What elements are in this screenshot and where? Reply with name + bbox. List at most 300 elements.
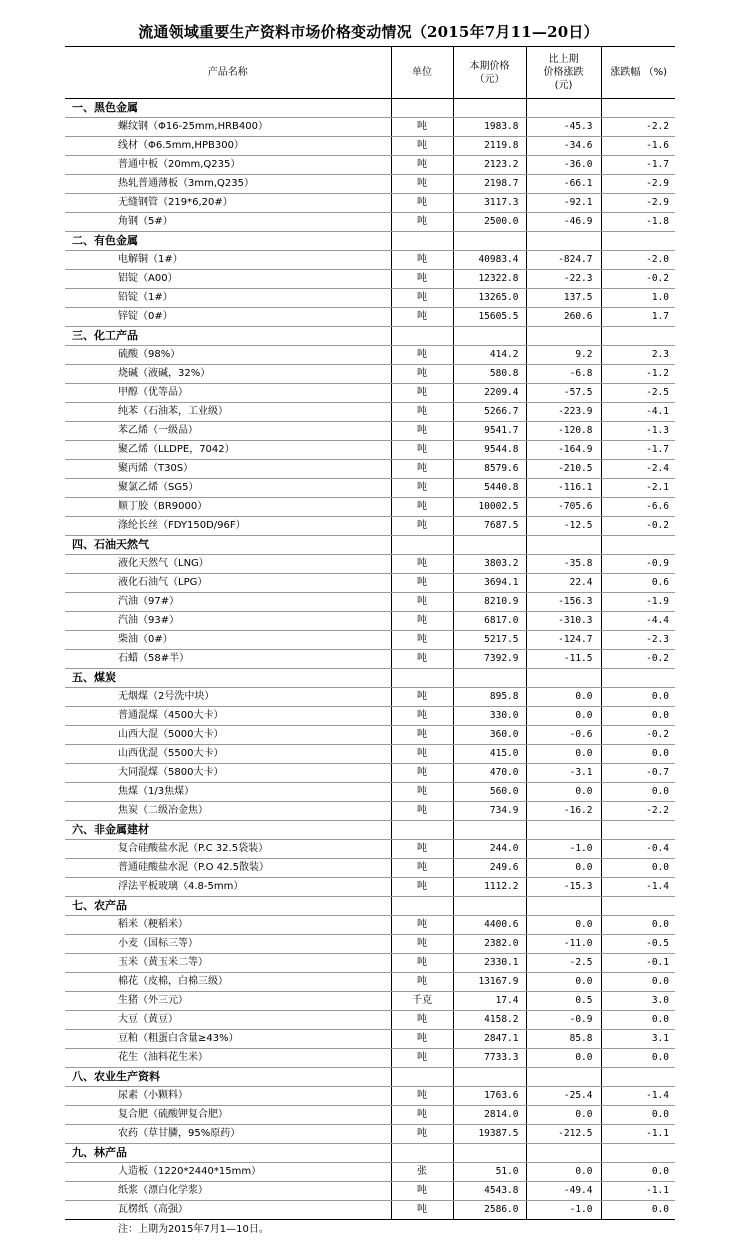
empty-cell xyxy=(391,232,453,251)
pct-cell: 3.1 xyxy=(601,1030,675,1049)
empty-cell xyxy=(601,821,675,840)
price-cell: 8579.6 xyxy=(453,460,526,479)
empty-cell xyxy=(391,1068,453,1087)
change-cell: -36.0 xyxy=(526,156,601,175)
product-name: 玉米（黄玉米二等） xyxy=(65,954,391,973)
pct-cell: -2.9 xyxy=(601,194,675,213)
product-name: 小麦（国标三等） xyxy=(65,935,391,954)
pct-cell: -2.4 xyxy=(601,460,675,479)
pct-cell: -1.4 xyxy=(601,878,675,897)
pct-cell: -0.4 xyxy=(601,840,675,859)
change-cell: 9.2 xyxy=(526,346,601,365)
change-cell: 0.0 xyxy=(526,688,601,707)
unit-cell: 吨 xyxy=(391,650,453,669)
empty-cell xyxy=(601,327,675,346)
table-row xyxy=(65,1011,675,1030)
unit-cell: 吨 xyxy=(391,745,453,764)
empty-cell xyxy=(391,821,453,840)
table-row xyxy=(65,1087,675,1106)
price-cell: 13265.0 xyxy=(453,289,526,308)
price-cell: 13167.9 xyxy=(453,973,526,992)
unit-cell: 吨 xyxy=(391,764,453,783)
price-cell: 4400.6 xyxy=(453,916,526,935)
empty-cell xyxy=(601,99,675,118)
unit-cell: 吨 xyxy=(391,517,453,536)
product-name: 纸浆（漂白化学浆） xyxy=(65,1182,391,1201)
price-cell: 3117.3 xyxy=(453,194,526,213)
price-cell: 360.0 xyxy=(453,726,526,745)
pct-cell: 0.0 xyxy=(601,707,675,726)
price-cell: 2814.0 xyxy=(453,1106,526,1125)
table-row xyxy=(65,1182,675,1201)
unit-cell: 吨 xyxy=(391,555,453,574)
unit-cell: 吨 xyxy=(391,859,453,878)
table-row xyxy=(65,612,675,631)
empty-cell xyxy=(391,99,453,118)
change-cell: -12.5 xyxy=(526,517,601,536)
category-name: 五、煤炭 xyxy=(65,669,391,688)
unit-cell: 吨 xyxy=(391,479,453,498)
unit-cell: 吨 xyxy=(391,365,453,384)
table-row xyxy=(65,726,675,745)
product-name: 铝锭（A00） xyxy=(65,270,391,289)
price-cell: 249.6 xyxy=(453,859,526,878)
table-row xyxy=(65,574,675,593)
product-name: 稻米（粳稻米） xyxy=(65,916,391,935)
header-change-line2: 价格涨跌 xyxy=(543,67,584,78)
table-row xyxy=(65,422,675,441)
product-name: 豆粕（粗蛋白含量≥43%） xyxy=(65,1030,391,1049)
table-row xyxy=(65,460,675,479)
product-name: 大豆（黄豆） xyxy=(65,1011,391,1030)
category-name: 一、黑色金属 xyxy=(65,99,391,118)
unit-cell: 吨 xyxy=(391,251,453,270)
table-row xyxy=(65,764,675,783)
category-row xyxy=(65,1068,675,1087)
pct-cell: -1.6 xyxy=(601,137,675,156)
change-cell: -22.3 xyxy=(526,270,601,289)
price-cell: 17.4 xyxy=(453,992,526,1011)
pct-cell: -0.9 xyxy=(601,555,675,574)
table-row xyxy=(65,1201,675,1220)
change-cell: -15.3 xyxy=(526,878,601,897)
unit-cell: 吨 xyxy=(391,403,453,422)
product-name: 山西大混（5000大卡） xyxy=(65,726,391,745)
pct-cell: -1.9 xyxy=(601,593,675,612)
table-row xyxy=(65,840,675,859)
unit-cell: 吨 xyxy=(391,1049,453,1068)
pct-cell: 0.0 xyxy=(601,1106,675,1125)
product-name: 液化天然气（LNG） xyxy=(65,555,391,574)
price-cell: 895.8 xyxy=(453,688,526,707)
product-name: 涤纶长丝（FDY150D/96F） xyxy=(65,517,391,536)
change-cell: 0.0 xyxy=(526,916,601,935)
table-row xyxy=(65,1049,675,1068)
change-cell: -11.0 xyxy=(526,935,601,954)
unit-cell: 吨 xyxy=(391,631,453,650)
price-cell: 415.0 xyxy=(453,745,526,764)
product-name: 聚乙烯（LLDPE，7042） xyxy=(65,441,391,460)
price-cell: 2586.0 xyxy=(453,1201,526,1220)
change-cell: -705.6 xyxy=(526,498,601,517)
table-row xyxy=(65,194,675,213)
table-row xyxy=(65,365,675,384)
unit-cell: 千克 xyxy=(391,992,453,1011)
empty-cell xyxy=(526,1068,601,1087)
table-row xyxy=(65,441,675,460)
price-cell: 9544.8 xyxy=(453,441,526,460)
empty-cell xyxy=(453,99,526,118)
price-cell: 51.0 xyxy=(453,1163,526,1182)
empty-cell xyxy=(391,536,453,555)
empty-cell xyxy=(453,1144,526,1163)
price-cell: 6817.0 xyxy=(453,612,526,631)
change-cell: 0.0 xyxy=(526,1049,601,1068)
price-cell: 7392.9 xyxy=(453,650,526,669)
pct-cell: -0.2 xyxy=(601,517,675,536)
price-cell: 7733.3 xyxy=(453,1049,526,1068)
product-name: 顺丁胶（BR9000） xyxy=(65,498,391,517)
pct-cell: -2.0 xyxy=(601,251,675,270)
change-cell: 0.0 xyxy=(526,859,601,878)
unit-cell: 吨 xyxy=(391,137,453,156)
price-cell: 2123.2 xyxy=(453,156,526,175)
header-price-line2: （元） xyxy=(474,73,505,85)
product-name: 尿素（小颗料） xyxy=(65,1087,391,1106)
change-cell: 0.0 xyxy=(526,783,601,802)
unit-cell: 吨 xyxy=(391,460,453,479)
table-row xyxy=(65,1030,675,1049)
change-cell: 85.8 xyxy=(526,1030,601,1049)
price-cell: 244.0 xyxy=(453,840,526,859)
change-cell: -1.0 xyxy=(526,1201,601,1220)
pct-cell: -0.1 xyxy=(601,954,675,973)
change-cell: -310.3 xyxy=(526,612,601,631)
product-name: 大同混煤（5800大卡） xyxy=(65,764,391,783)
change-cell: -34.6 xyxy=(526,137,601,156)
product-name: 山西优混（5500大卡） xyxy=(65,745,391,764)
change-cell: -223.9 xyxy=(526,403,601,422)
price-cell: 10002.5 xyxy=(453,498,526,517)
table-row xyxy=(65,498,675,517)
empty-cell xyxy=(526,821,601,840)
footnote: 注：上期为2015年7月1—10日。 xyxy=(118,1224,269,1235)
unit-cell: 吨 xyxy=(391,1182,453,1201)
empty-cell xyxy=(526,327,601,346)
table-row xyxy=(65,156,675,175)
change-cell: -212.5 xyxy=(526,1125,601,1144)
price-cell: 330.0 xyxy=(453,707,526,726)
table-row xyxy=(65,251,675,270)
empty-cell xyxy=(526,99,601,118)
product-name: 无缝钢管（219*6,20#） xyxy=(65,194,391,213)
table-row xyxy=(65,650,675,669)
unit-cell: 吨 xyxy=(391,118,453,137)
category-row xyxy=(65,897,675,916)
pct-cell: -4.1 xyxy=(601,403,675,422)
product-name: 甲醇（优等品） xyxy=(65,384,391,403)
product-name: 汽油（93#） xyxy=(65,612,391,631)
product-name: 线材（Φ6.5mm,HPB300） xyxy=(65,137,391,156)
price-cell: 5440.8 xyxy=(453,479,526,498)
product-name: 聚氯乙烯（SG5） xyxy=(65,479,391,498)
pct-cell: -2.1 xyxy=(601,479,675,498)
unit-cell: 吨 xyxy=(391,802,453,821)
unit-cell: 吨 xyxy=(391,1125,453,1144)
product-name: 螺纹钢（Φ16-25mm,HRB400） xyxy=(65,118,391,137)
unit-cell: 吨 xyxy=(391,612,453,631)
unit-cell: 吨 xyxy=(391,593,453,612)
product-name: 生猪（外三元） xyxy=(65,992,391,1011)
product-name: 汽油（97#） xyxy=(65,593,391,612)
unit-cell: 吨 xyxy=(391,422,453,441)
change-cell: -66.1 xyxy=(526,175,601,194)
product-name: 铅锭（1#） xyxy=(65,289,391,308)
empty-cell xyxy=(601,232,675,251)
empty-cell xyxy=(391,669,453,688)
price-cell: 7687.5 xyxy=(453,517,526,536)
price-cell: 9541.7 xyxy=(453,422,526,441)
change-cell: -156.3 xyxy=(526,593,601,612)
product-name: 焦煤（1/3焦煤） xyxy=(65,783,391,802)
unit-cell: 吨 xyxy=(391,916,453,935)
pct-cell: 0.0 xyxy=(601,688,675,707)
change-cell: 0.0 xyxy=(526,745,601,764)
pct-cell: -2.5 xyxy=(601,384,675,403)
change-cell: -3.1 xyxy=(526,764,601,783)
category-row xyxy=(65,536,675,555)
table-row xyxy=(65,517,675,536)
table-row xyxy=(65,1163,675,1182)
price-cell: 3694.1 xyxy=(453,574,526,593)
unit-cell: 吨 xyxy=(391,213,453,232)
product-name: 普通混煤（4500大卡） xyxy=(65,707,391,726)
empty-cell xyxy=(453,1068,526,1087)
pct-cell: -6.6 xyxy=(601,498,675,517)
change-cell: -46.9 xyxy=(526,213,601,232)
empty-cell xyxy=(391,897,453,916)
empty-cell xyxy=(601,897,675,916)
change-cell: 137.5 xyxy=(526,289,601,308)
category-name: 七、农产品 xyxy=(65,897,391,916)
price-cell: 2382.0 xyxy=(453,935,526,954)
table-row xyxy=(65,384,675,403)
change-cell: -49.4 xyxy=(526,1182,601,1201)
pct-cell: -0.2 xyxy=(601,270,675,289)
empty-cell xyxy=(526,1144,601,1163)
price-cell: 1112.2 xyxy=(453,878,526,897)
table-row xyxy=(65,479,675,498)
unit-cell: 吨 xyxy=(391,878,453,897)
table-row xyxy=(65,688,675,707)
table-row xyxy=(65,935,675,954)
pct-cell: 0.0 xyxy=(601,783,675,802)
table-row xyxy=(65,859,675,878)
table-row xyxy=(65,213,675,232)
pct-cell: -4.4 xyxy=(601,612,675,631)
price-cell: 2198.7 xyxy=(453,175,526,194)
category-row xyxy=(65,821,675,840)
change-cell: -164.9 xyxy=(526,441,601,460)
table-row xyxy=(65,1125,675,1144)
price-cell: 734.9 xyxy=(453,802,526,821)
pct-cell: 0.0 xyxy=(601,1049,675,1068)
product-name: 焦炭（二级冶金焦） xyxy=(65,802,391,821)
price-cell: 2330.1 xyxy=(453,954,526,973)
empty-cell xyxy=(453,536,526,555)
table-row xyxy=(65,916,675,935)
table-row xyxy=(65,992,675,1011)
price-cell: 470.0 xyxy=(453,764,526,783)
category-row xyxy=(65,99,675,118)
pct-cell: 1.7 xyxy=(601,308,675,327)
product-name: 瓦楞纸（高强） xyxy=(65,1201,391,1220)
product-name: 锌锭（0#） xyxy=(65,308,391,327)
table-row xyxy=(65,973,675,992)
pct-cell: 3.0 xyxy=(601,992,675,1011)
table-row xyxy=(65,707,675,726)
page-title: 流通领域重要生产资料市场价格变动情况（2015年7月11—20日） xyxy=(138,23,599,41)
product-name: 花生（油料花生米） xyxy=(65,1049,391,1068)
empty-cell xyxy=(453,327,526,346)
pct-cell: -0.5 xyxy=(601,935,675,954)
empty-cell xyxy=(453,821,526,840)
unit-cell: 吨 xyxy=(391,1201,453,1220)
change-cell: 0.0 xyxy=(526,1163,601,1182)
unit-cell: 张 xyxy=(391,1163,453,1182)
category-row xyxy=(65,669,675,688)
pct-cell: 1.0 xyxy=(601,289,675,308)
table-row xyxy=(65,289,675,308)
pct-cell: -2.2 xyxy=(601,118,675,137)
price-cell: 12322.8 xyxy=(453,270,526,289)
unit-cell: 吨 xyxy=(391,954,453,973)
empty-cell xyxy=(526,669,601,688)
unit-cell: 吨 xyxy=(391,707,453,726)
table-body xyxy=(65,99,675,1220)
unit-cell: 吨 xyxy=(391,574,453,593)
price-cell: 2119.8 xyxy=(453,137,526,156)
change-cell: -25.4 xyxy=(526,1087,601,1106)
header-change-line1: 比上期 xyxy=(548,54,579,65)
category-name: 二、有色金属 xyxy=(65,232,391,251)
price-cell: 2209.4 xyxy=(453,384,526,403)
pct-cell: -2.2 xyxy=(601,802,675,821)
product-name: 复合硅酸盐水泥（P.C 32.5袋装） xyxy=(65,840,391,859)
change-cell: -210.5 xyxy=(526,460,601,479)
table-row xyxy=(65,308,675,327)
table-row xyxy=(65,270,675,289)
change-cell: -124.7 xyxy=(526,631,601,650)
product-name: 普通硅酸盐水泥（P.O 42.5散装） xyxy=(65,859,391,878)
table-row xyxy=(65,1106,675,1125)
unit-cell: 吨 xyxy=(391,1011,453,1030)
unit-cell: 吨 xyxy=(391,1030,453,1049)
change-cell: 0.0 xyxy=(526,707,601,726)
product-name: 普通中板（20mm,Q235） xyxy=(65,156,391,175)
price-cell: 4158.2 xyxy=(453,1011,526,1030)
table-row xyxy=(65,137,675,156)
unit-cell: 吨 xyxy=(391,270,453,289)
empty-cell xyxy=(453,669,526,688)
price-cell: 8210.9 xyxy=(453,593,526,612)
change-cell: -57.5 xyxy=(526,384,601,403)
price-cell: 414.2 xyxy=(453,346,526,365)
pct-cell: 0.0 xyxy=(601,1201,675,1220)
unit-cell: 吨 xyxy=(391,441,453,460)
unit-cell: 吨 xyxy=(391,783,453,802)
empty-cell xyxy=(601,669,675,688)
change-cell: 260.6 xyxy=(526,308,601,327)
change-cell: -1.0 xyxy=(526,840,601,859)
empty-cell xyxy=(601,1144,675,1163)
change-cell: 22.4 xyxy=(526,574,601,593)
table-row xyxy=(65,745,675,764)
pct-cell: 0.0 xyxy=(601,1163,675,1182)
product-name: 浮法平板玻璃（4.8-5mm） xyxy=(65,878,391,897)
product-name: 硫酸（98%） xyxy=(65,346,391,365)
unit-cell: 吨 xyxy=(391,175,453,194)
price-cell: 2500.0 xyxy=(453,213,526,232)
unit-cell: 吨 xyxy=(391,498,453,517)
pct-cell: -1.2 xyxy=(601,365,675,384)
category-row xyxy=(65,327,675,346)
pct-cell: 0.0 xyxy=(601,916,675,935)
empty-cell xyxy=(453,232,526,251)
change-cell: -35.8 xyxy=(526,555,601,574)
unit-cell: 吨 xyxy=(391,289,453,308)
product-name: 烧碱（液碱，32%） xyxy=(65,365,391,384)
product-name: 聚丙烯（T30S） xyxy=(65,460,391,479)
header-unit: 单位 xyxy=(391,47,453,99)
table-row xyxy=(65,175,675,194)
empty-cell xyxy=(391,327,453,346)
price-cell: 5266.7 xyxy=(453,403,526,422)
pct-cell: -0.2 xyxy=(601,650,675,669)
table-row xyxy=(65,403,675,422)
header-name: 产品名称 xyxy=(65,47,391,99)
pct-cell: -0.7 xyxy=(601,764,675,783)
pct-cell: 0.0 xyxy=(601,1011,675,1030)
empty-cell xyxy=(453,897,526,916)
category-name: 九、林产品 xyxy=(65,1144,391,1163)
pct-cell: -1.1 xyxy=(601,1182,675,1201)
category-row xyxy=(65,232,675,251)
pct-cell: -1.7 xyxy=(601,156,675,175)
category-name: 六、非金属建材 xyxy=(65,821,391,840)
pct-cell: -1.8 xyxy=(601,213,675,232)
unit-cell: 吨 xyxy=(391,973,453,992)
unit-cell: 吨 xyxy=(391,308,453,327)
product-name: 农药（草甘膦，95%原药） xyxy=(65,1125,391,1144)
unit-cell: 吨 xyxy=(391,346,453,365)
category-row xyxy=(65,1144,675,1163)
product-name: 角钢（5#） xyxy=(65,213,391,232)
change-cell: 0.0 xyxy=(526,1106,601,1125)
price-table xyxy=(65,46,675,1220)
change-cell: -11.5 xyxy=(526,650,601,669)
change-cell: -2.5 xyxy=(526,954,601,973)
pct-cell: 2.3 xyxy=(601,346,675,365)
price-cell: 3803.2 xyxy=(453,555,526,574)
change-cell: -116.1 xyxy=(526,479,601,498)
change-cell: -120.8 xyxy=(526,422,601,441)
product-name: 棉花（皮棉，白棉三级） xyxy=(65,973,391,992)
product-name: 苯乙烯（一级品） xyxy=(65,422,391,441)
table-row xyxy=(65,954,675,973)
table-header-row xyxy=(65,47,675,99)
pct-cell: -1.7 xyxy=(601,441,675,460)
